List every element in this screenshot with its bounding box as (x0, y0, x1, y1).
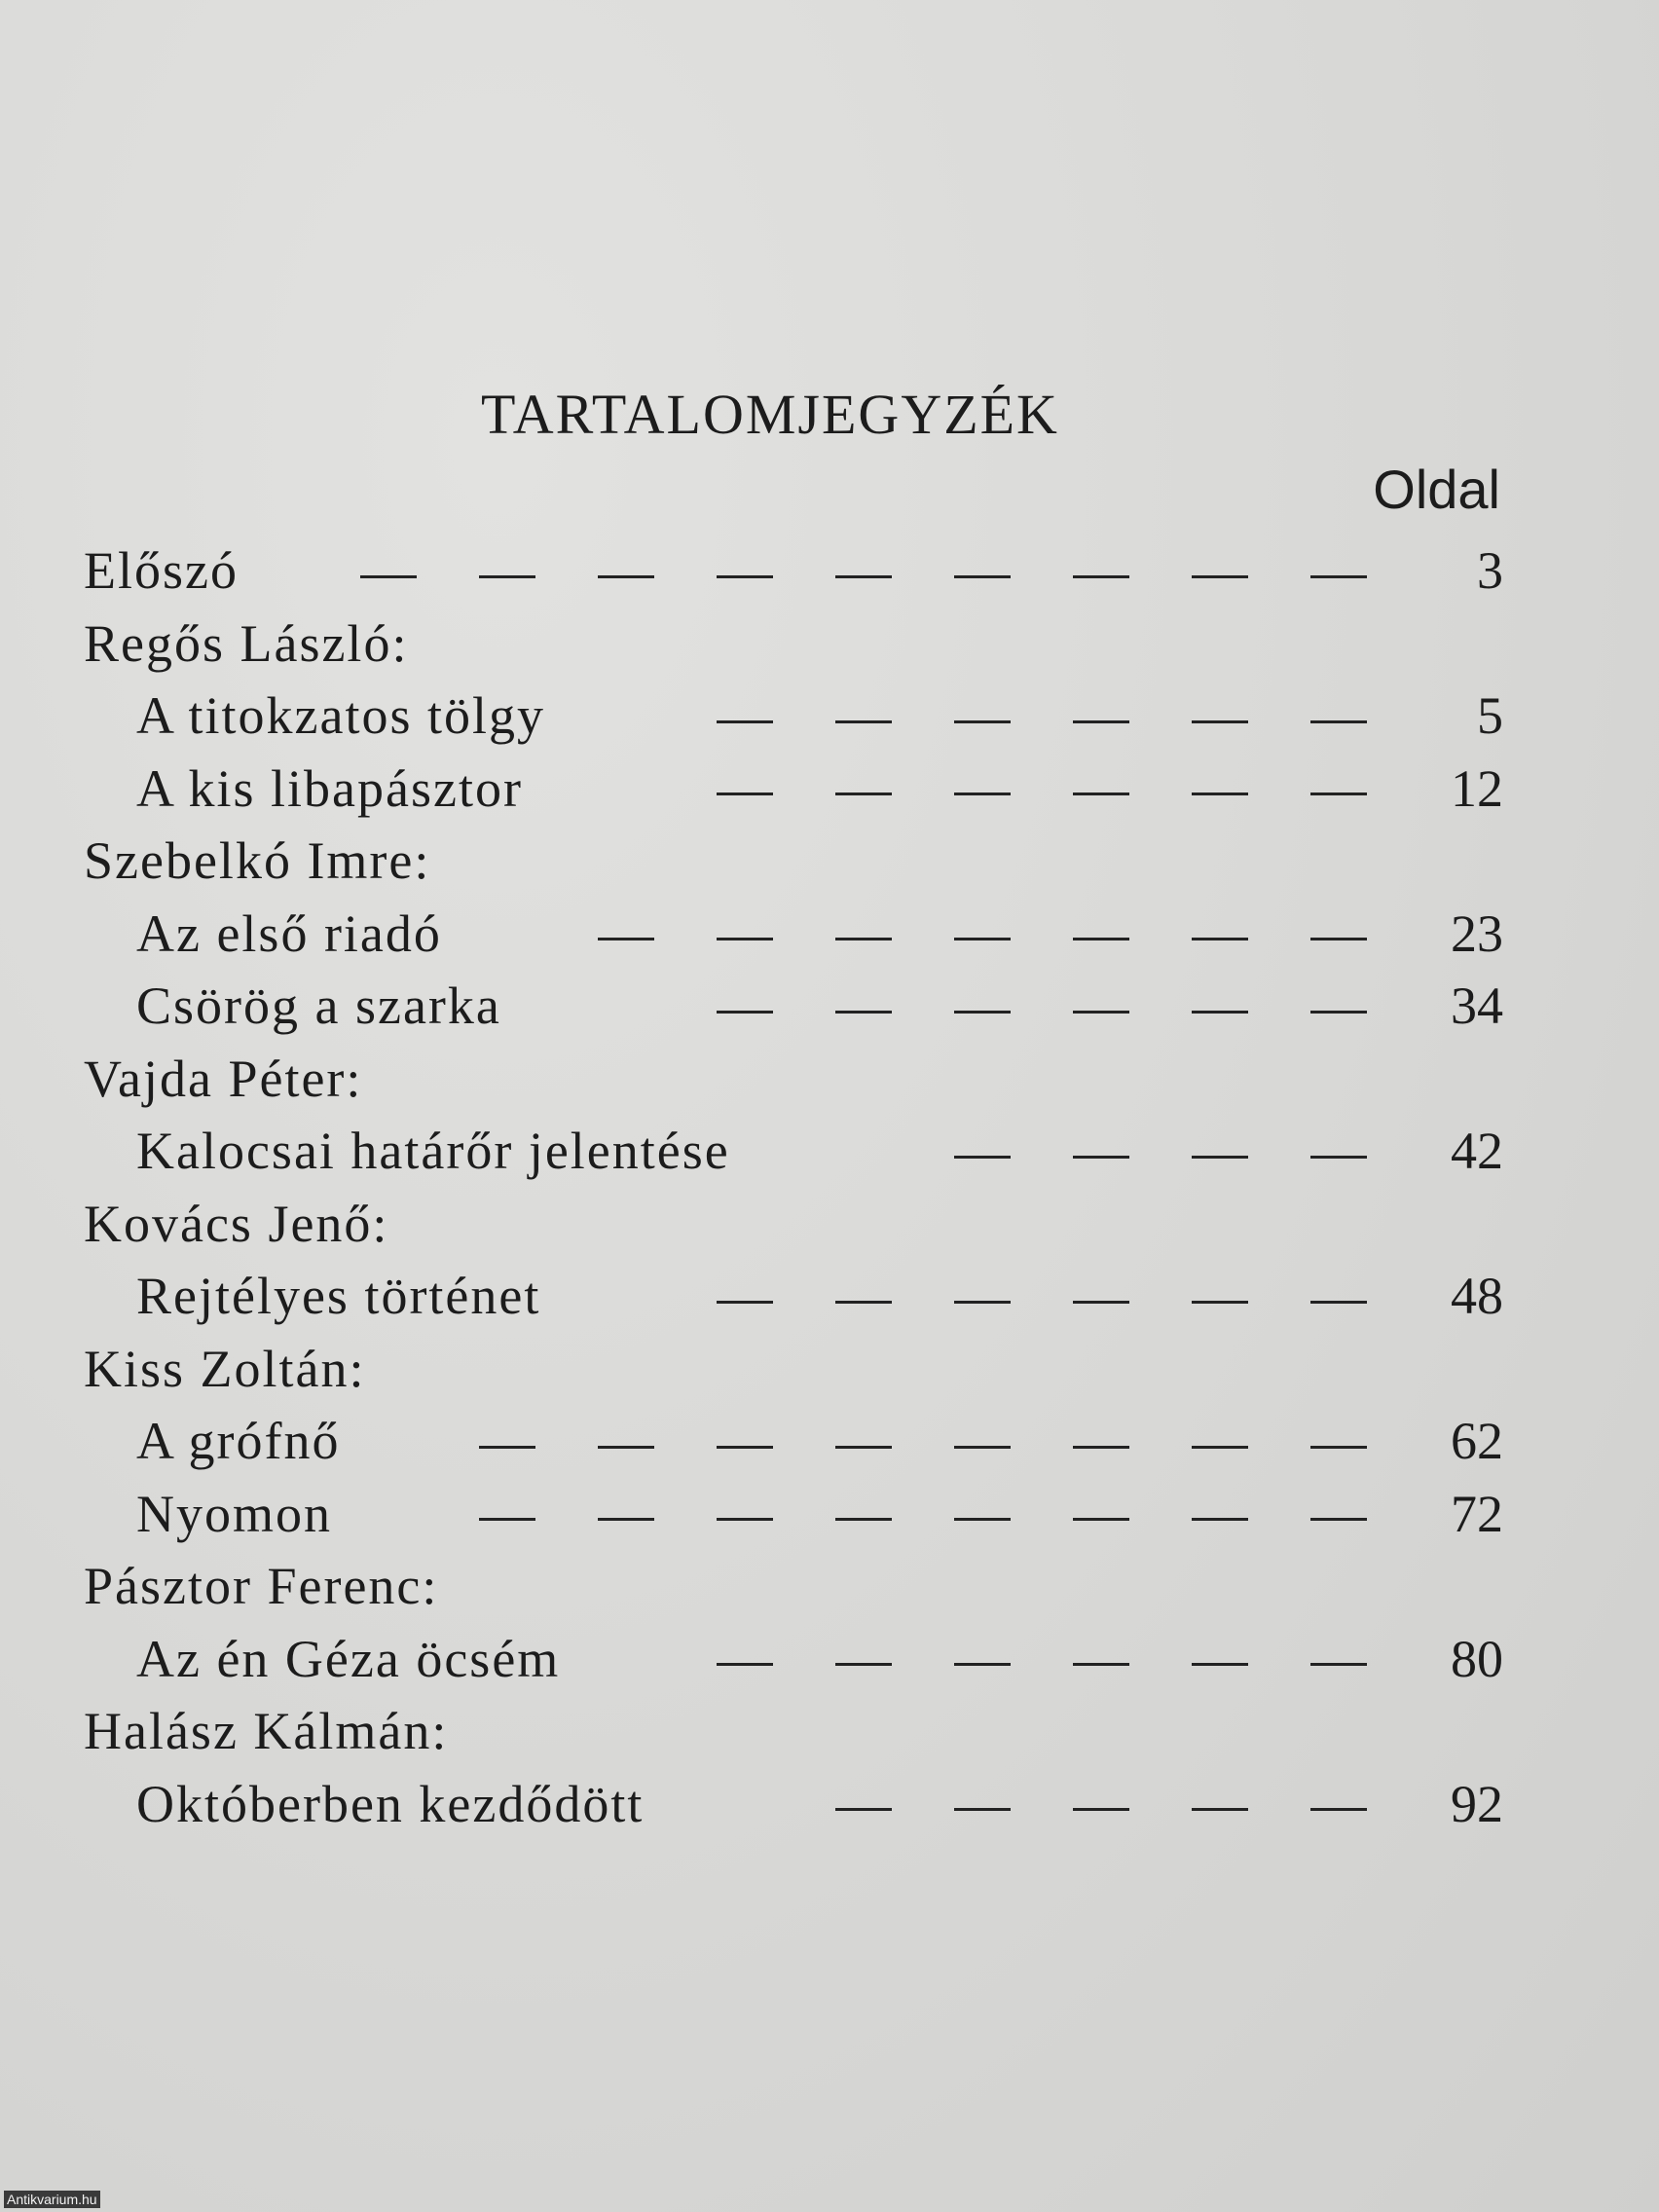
leader-dash (835, 1808, 892, 1811)
leader-dash (954, 575, 1011, 578)
entry-title: A grófnő (136, 1412, 341, 1470)
leader-dash (954, 1808, 1011, 1811)
leader-dash (835, 575, 892, 578)
leader-dash (835, 1518, 892, 1521)
leader-dash (598, 1446, 654, 1449)
dash-leader (892, 1121, 1367, 1193)
dash-leader (654, 758, 1367, 830)
leader-dash (954, 1518, 1011, 1521)
page-number: 92 (1451, 1774, 1503, 1833)
entry-title: Rejtélyes történet (136, 1267, 541, 1325)
leader-dash (954, 793, 1011, 795)
leader-dash (717, 938, 773, 940)
toc-entry-row (0, 1411, 1659, 1483)
leader-dash (717, 1011, 773, 1014)
leader-dash (1073, 1156, 1129, 1159)
leader-dash (1192, 1446, 1248, 1449)
leader-dash (717, 1301, 773, 1304)
leader-dash (1310, 793, 1367, 795)
page-number: 34 (1451, 977, 1503, 1035)
page-number: 12 (1451, 758, 1503, 818)
toc-entry-row (0, 976, 1659, 1048)
watermark: Antikvarium.hu (4, 2191, 100, 2208)
leader-dash (1310, 1808, 1367, 1811)
leader-dash (1192, 1156, 1248, 1159)
author-name: Szebelkó Imre: (84, 831, 431, 890)
dash-leader (298, 540, 1367, 612)
leader-dash (717, 1663, 773, 1666)
leader-dash (1192, 938, 1248, 940)
entry-title: Csörög a szarka (136, 977, 501, 1035)
entry-title: Októberben kezdődött (136, 1774, 645, 1833)
leader-dash (1192, 793, 1248, 795)
leader-dash (1310, 575, 1367, 578)
toc-author-row (0, 1556, 1659, 1628)
page-number: 48 (1451, 1267, 1503, 1325)
dash-leader (654, 1629, 1367, 1701)
dash-leader (417, 1484, 1367, 1556)
dash-leader (535, 903, 1367, 976)
leader-dash (954, 720, 1011, 723)
leader-dash (717, 720, 773, 723)
leader-dash (598, 575, 654, 578)
leader-dash (717, 1446, 773, 1449)
leader-dash (1073, 1663, 1129, 1666)
toc-entry-row (0, 685, 1659, 757)
leader-dash (954, 1011, 1011, 1014)
entry-title: A kis libapásztor (136, 758, 523, 818)
leader-dash (1310, 1663, 1367, 1666)
toc-entry-row (0, 758, 1659, 830)
toc-entry-row (0, 903, 1659, 976)
author-name: Halász Kálmán: (84, 1702, 449, 1760)
leader-dash (1310, 1011, 1367, 1014)
toc-author-row (0, 1339, 1659, 1411)
author-name: Pásztor Ferenc: (84, 1557, 439, 1615)
leader-dash (1192, 575, 1248, 578)
author-name: Kiss Zoltán: (84, 1339, 366, 1398)
page-number: 62 (1451, 1412, 1503, 1470)
page-number: 5 (1477, 686, 1503, 745)
entry-title: Az én Géza öcsém (136, 1629, 561, 1688)
page-number: 3 (1477, 541, 1503, 600)
toc-author-row (0, 1701, 1659, 1773)
leader-dash (479, 575, 535, 578)
leader-dash (360, 575, 417, 578)
leader-dash (479, 1518, 535, 1521)
leader-dash (1310, 1518, 1367, 1521)
author-name: Kovács Jenő: (84, 1194, 389, 1253)
leader-dash (835, 938, 892, 940)
dash-leader (654, 1266, 1367, 1338)
entry-title: Az első riadó (136, 903, 442, 963)
toc-author-row (0, 1194, 1659, 1266)
dash-leader (654, 976, 1367, 1048)
leader-dash (598, 1518, 654, 1521)
toc-entry-row (0, 1266, 1659, 1338)
page-number: 72 (1451, 1484, 1503, 1543)
leader-dash (835, 793, 892, 795)
leader-dash (1310, 1446, 1367, 1449)
leader-dash (1192, 1518, 1248, 1521)
leader-dash (954, 1446, 1011, 1449)
page-column-header: Oldal (1373, 459, 1500, 520)
page-number: 23 (1451, 903, 1503, 963)
leader-dash (835, 720, 892, 723)
dash-leader (417, 1411, 1367, 1483)
entry-title: Kalocsai határőr jelentése (136, 1122, 730, 1180)
leader-dash (1310, 1156, 1367, 1159)
leader-dash (1192, 1301, 1248, 1304)
leader-dash (1310, 1301, 1367, 1304)
leader-dash (1073, 1808, 1129, 1811)
author-name: Regős László: (84, 613, 409, 673)
leader-dash (1073, 1446, 1129, 1449)
page-title: TARTALOMJEGYZÉK (481, 383, 1059, 446)
dash-leader (773, 1774, 1367, 1846)
leader-dash (1310, 720, 1367, 723)
leader-dash (1073, 793, 1129, 795)
leader-dash (1073, 720, 1129, 723)
toc-author-row (0, 1049, 1659, 1121)
leader-dash (1073, 938, 1129, 940)
entry-title: A titokzatos tölgy (136, 686, 545, 745)
leader-dash (954, 1663, 1011, 1666)
toc-entry-row (0, 540, 1659, 612)
leader-dash (1073, 575, 1129, 578)
leader-dash (835, 1663, 892, 1666)
entry-title: Nyomon (136, 1484, 332, 1543)
author-name: Vajda Péter: (84, 1049, 363, 1108)
leader-dash (479, 1446, 535, 1449)
leader-dash (598, 938, 654, 940)
leader-dash (1073, 1301, 1129, 1304)
page-number: 80 (1451, 1629, 1503, 1688)
leader-dash (1310, 938, 1367, 940)
leader-dash (1192, 1011, 1248, 1014)
leader-dash (835, 1446, 892, 1449)
leader-dash (1192, 1663, 1248, 1666)
leader-dash (1192, 720, 1248, 723)
leader-dash (1073, 1011, 1129, 1014)
toc-author-row (0, 830, 1659, 903)
toc-entry-row (0, 1121, 1659, 1193)
leader-dash (954, 1156, 1011, 1159)
toc-entry-row (0, 1774, 1659, 1846)
leader-dash (717, 793, 773, 795)
leader-dash (717, 1518, 773, 1521)
entry-title: Előszó (84, 541, 239, 600)
leader-dash (835, 1301, 892, 1304)
leader-dash (954, 938, 1011, 940)
toc-author-row (0, 613, 1659, 685)
toc-entry-row (0, 1629, 1659, 1701)
leader-dash (717, 575, 773, 578)
leader-dash (954, 1301, 1011, 1304)
leader-dash (835, 1011, 892, 1014)
toc-entry-row (0, 1484, 1659, 1556)
leader-dash (1192, 1808, 1248, 1811)
dash-leader (654, 685, 1367, 757)
page-number: 42 (1451, 1122, 1503, 1180)
leader-dash (1073, 1518, 1129, 1521)
